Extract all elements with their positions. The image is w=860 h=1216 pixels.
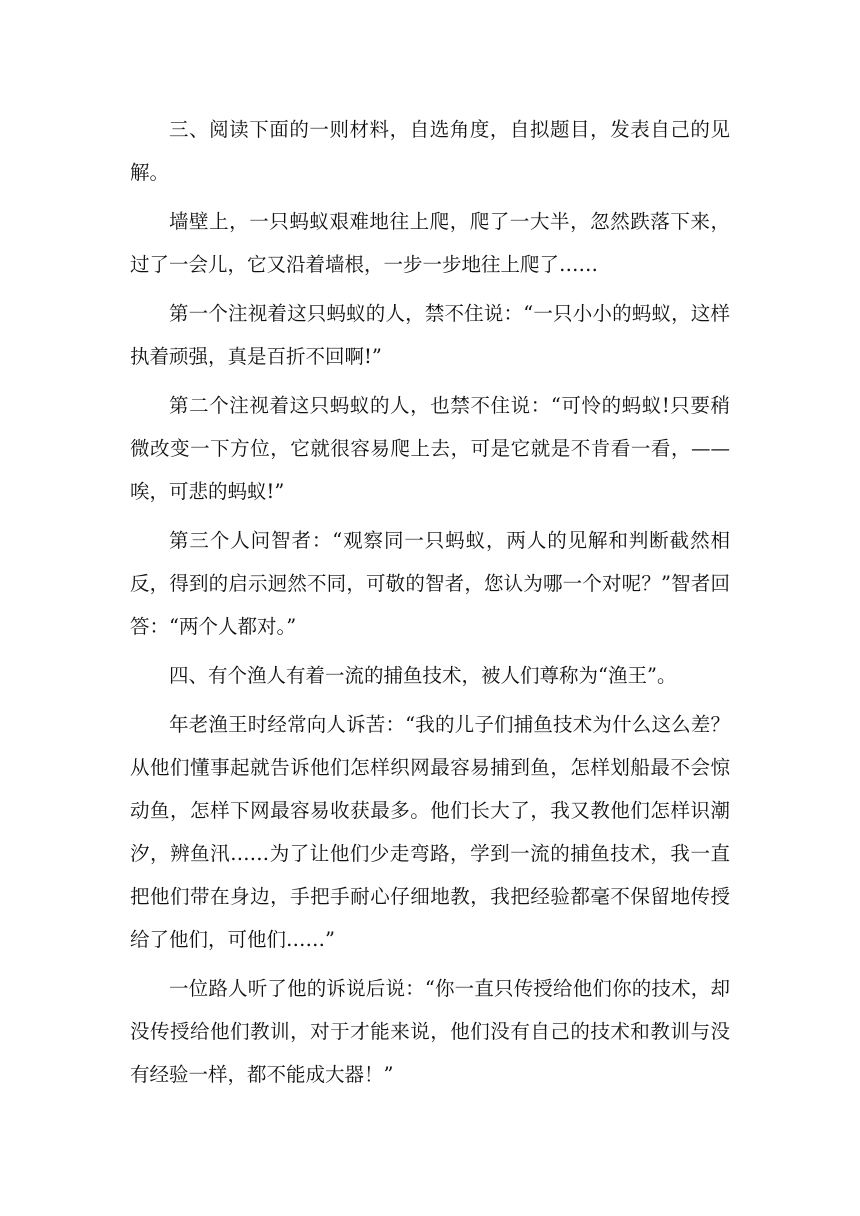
paragraph-question-three: 三、阅读下面的一则材料，自选角度，自拟题目，发表自己的见解。 [130,118,730,184]
paragraph-passerby-reply: 一位路人听了他的诉说后说：“你一直只传授给他们你的技术，却没传授给他们教训，对于才能来说，他们没有自己的技术和教训与没有经验一样，都不能成大器！” [130,977,730,1086]
document-page [130,108,730,1102]
paragraph-fisherman-complaint: 年老渔王时经常向人诉苦：“我的儿子们捕鱼技术为什么这么差？从他们懂事起就告诉他们怎样织网最容易捕到鱼，怎样划船最不会惊动鱼，怎样下网最容易收获最多。他们长大了，我又教他们怎样识潮汐，辨鱼汛……为了让他们少走弯路，学到一流的捕鱼技术，我一直把他们带在身边，手把手耐心仔细地教，我把经验都毫不保留地传授给了他们，可他们……” [130,713,730,951]
paragraph-question-four: 四、有个渔人有着一流的捕鱼技术，被人们尊称为“渔王”。 [169,664,677,687]
paragraph-second-observer: 第二个注视着这只蚂蚁的人，也禁不住说：“可怜的蚂蚁!只要稍微改变一下方位，它就很容易爬上去，可是它就是不肯看一看，——唉，可悲的蚂蚁!” [130,394,730,503]
paragraph-first-observer: 第一个注视着这只蚂蚁的人，禁不住说：“一只小小的蚂蚁，这样执着顽强，真是百折不回啊!” [130,302,730,368]
paragraph-wise-man: 第三个人问智者：“观察同一只蚂蚁，两人的见解和判断截然相反，得到的启示迥然不同，可敬的智者，您认为哪一个对呢？”智者回答：“两个人都对。” [130,529,730,638]
paragraph-ant-climbing: 墙壁上，一只蚂蚁艰难地往上爬，爬了一大半，忽然跌落下来，过了一会儿，它又沿着墙根，一步一步地往上爬了…… [130,210,730,276]
